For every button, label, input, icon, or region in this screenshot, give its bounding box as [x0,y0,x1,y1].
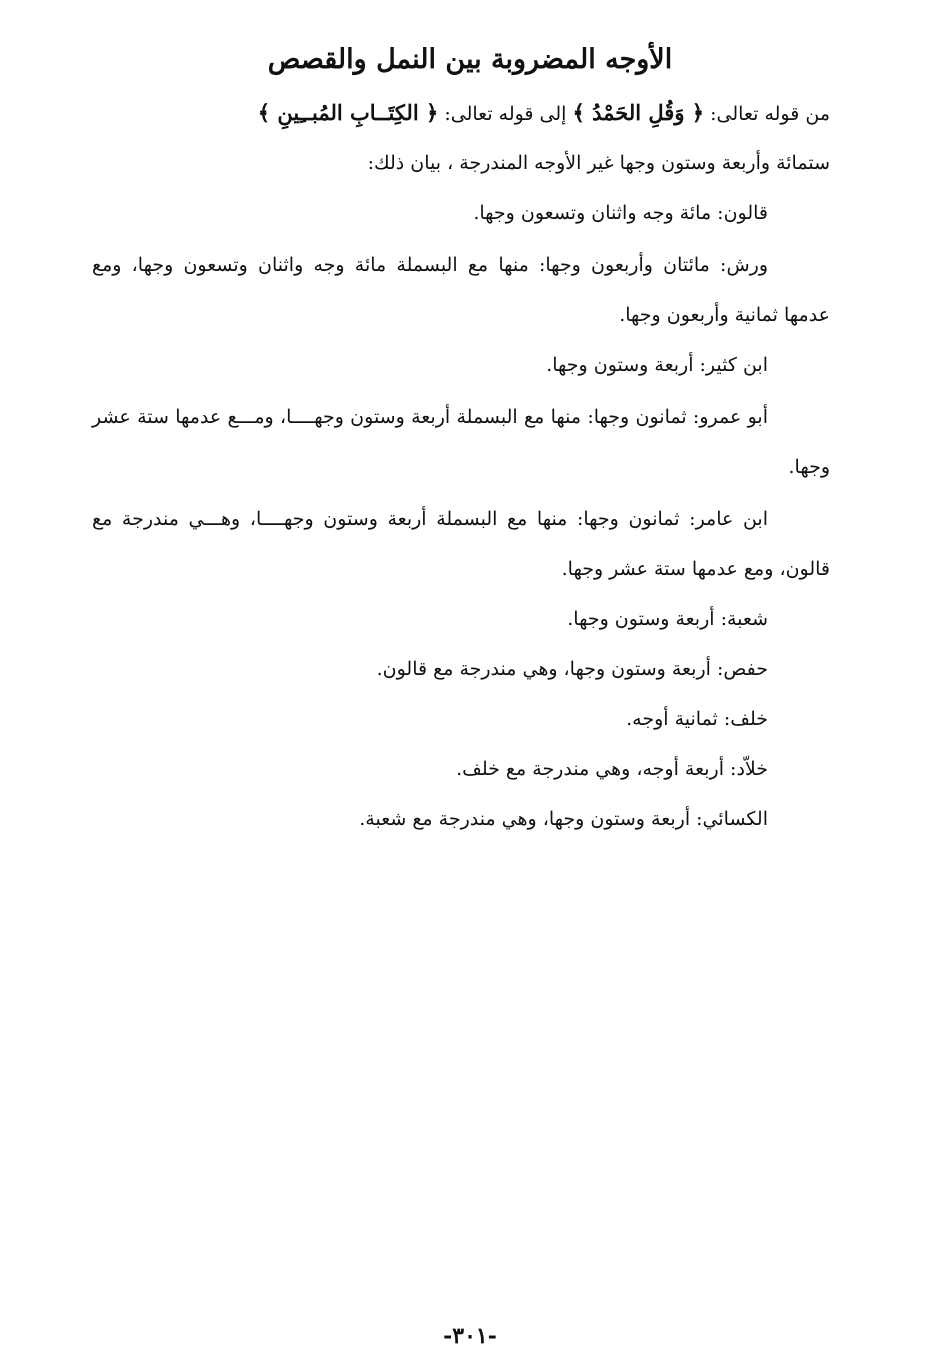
page-title: الأوجه المضروبة بين النمل والقصص [267,44,673,75]
verse-quote-end: ﴿ الكِتَــابِ المُبــِينِ ﴾ [257,100,439,125]
verse-quote-start: ﴿ وَقُلِ الحَمْدُ ﴾ [572,100,705,125]
reader-kisai: الكسائي: أربعة وستون وجها، وهي مندرجة مع شعبة. [359,808,768,830]
reader-ibn-amir: ابن عامر: ثمانون وجها: منها مع البسملة أربعة وستون وجهــــا، وهـــي مندرجة مع قالون، ومع عدمها ستة عشر وجها. [92,508,830,580]
page-number: -٣٠١- [443,1323,497,1349]
reader-khalaf: خلف: ثمانية أوجه. [626,708,768,730]
intro-line-1 [92,88,830,139]
reader-abu-amr: أبو عمرو: ثمانون وجها: منها مع البسملة أربعة وستون وجهــــا، ومـــع عدمها ستة عشر وجها. [92,406,830,478]
reader-warsh: ورش: مائتان وأربعون وجها: منها مع البسملة مائة وجه واثنان وتسعون وجها، ومع عدمها ثمانية وأربعون وجها. [92,254,830,326]
intro-text-1: من قوله تعالى: [704,103,830,125]
intro-line-2: ستمائة وأربعة وستون وجها غير الأوجه المندرجة ، بيان ذلك: [367,152,830,174]
reader-ibn-kathir: ابن كثير: أربعة وستون وجها. [546,354,768,376]
reader-shuba: شعبة: أربعة وستون وجها. [567,608,768,630]
reader-khallad: خلاّد: أربعة أوجه، وهي مندرجة مع خلف. [456,758,768,780]
reader-hafs: حفص: أربعة وستون وجها، وهي مندرجة مع قالون. [376,658,768,680]
intro-text-2: إلى قوله تعالى: [438,103,573,125]
reader-qalun: قالون: مائة وجه واثنان وتسعون وجها. [473,202,768,224]
